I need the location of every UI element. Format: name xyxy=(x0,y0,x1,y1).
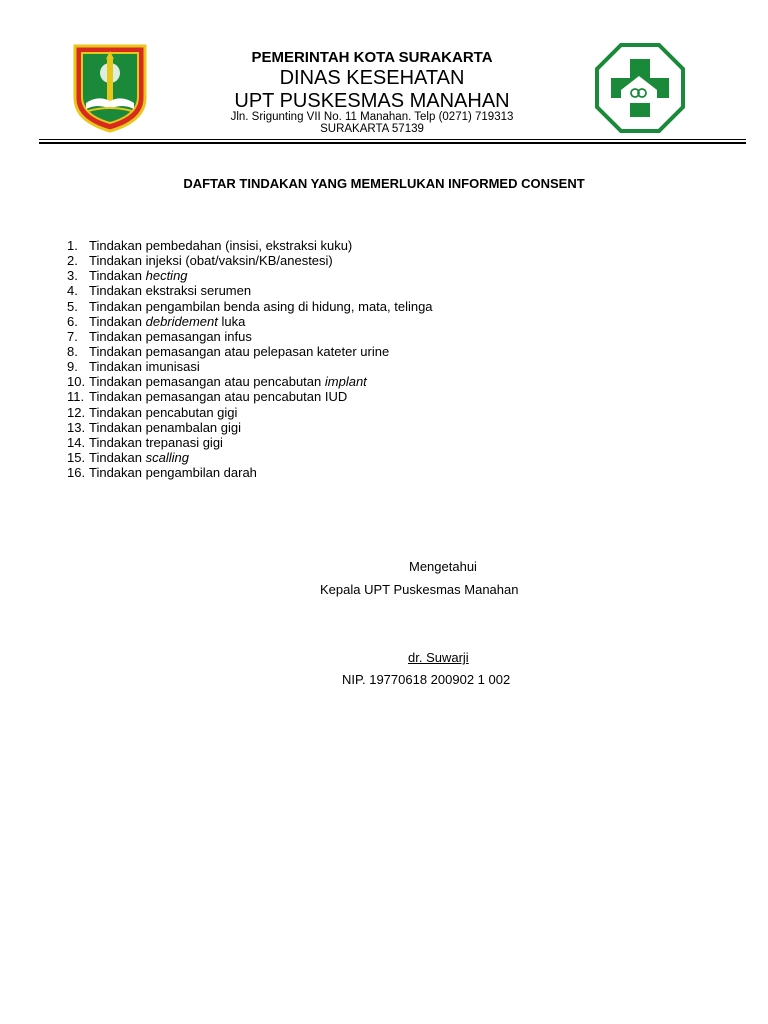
item-number: 11. xyxy=(67,389,85,405)
item-number: 3. xyxy=(67,268,78,284)
item-text: Tindakan pemasangan atau pencabutan IUD xyxy=(89,389,348,405)
list-item xyxy=(67,405,433,420)
item-number: 8. xyxy=(67,343,78,359)
item-number: 1. xyxy=(67,238,78,253)
item-text: Tindakan pengambilan darah xyxy=(89,465,257,481)
item-text-italic: hecting xyxy=(145,268,188,284)
surakarta-emblem-icon xyxy=(72,43,148,133)
item-number: 4. xyxy=(67,283,78,299)
list-item xyxy=(67,359,433,374)
list-item xyxy=(67,283,433,298)
item-number: 10. xyxy=(67,374,86,390)
list-item xyxy=(67,253,433,268)
item-text: Tindakan imunisasi xyxy=(89,359,200,375)
list-item xyxy=(67,238,433,253)
item-text: Tindakan pemasangan atau pelepasan kateter urine xyxy=(89,343,390,359)
list-item xyxy=(67,314,433,329)
list-item xyxy=(67,450,433,465)
item-number: 14. xyxy=(67,434,86,450)
agency-line: DINAS KESEHATAN xyxy=(279,67,465,89)
item-text: Tindakan xyxy=(89,268,146,284)
item-text: Tindakan xyxy=(89,449,146,465)
item-number: 7. xyxy=(67,328,78,344)
item-number: 2. xyxy=(67,253,78,269)
acknowledged-label: Mengetahui xyxy=(409,559,477,574)
item-number: 12. xyxy=(67,404,86,420)
item-text: Tindakan ekstraksi serumen xyxy=(89,283,252,299)
item-number: 5. xyxy=(67,298,78,314)
item-number: 16. xyxy=(67,465,86,481)
item-number: 15. xyxy=(67,449,86,465)
list-item xyxy=(67,344,433,359)
signatory-nip: NIP. 19770618 200902 1 002 xyxy=(342,672,511,687)
list-item xyxy=(67,374,433,389)
item-number: 13. xyxy=(67,419,86,435)
list-item xyxy=(67,465,433,480)
list-item xyxy=(67,435,433,450)
item-text-italic: debridement xyxy=(145,313,218,329)
item-text-italic: scalling xyxy=(145,449,189,465)
list-item xyxy=(67,420,433,435)
item-number: 6. xyxy=(67,313,78,329)
item-text-suffix: luka xyxy=(217,313,246,329)
address-line: Jln. Srigunting VII No. 11 Manahan. Telp (0271) 719313 xyxy=(230,111,514,123)
letterhead-divider-thick xyxy=(39,142,746,144)
item-text: Tindakan penambalan gigi xyxy=(89,419,242,435)
item-text: Tindakan injeksi (obat/vaksin/KB/anestesi) xyxy=(89,253,333,269)
document-title: DAFTAR TINDAKAN YANG MEMERLUKAN INFORMED CONSENT xyxy=(183,176,585,191)
list-item xyxy=(67,299,433,314)
list-item xyxy=(67,268,433,283)
item-text: Tindakan xyxy=(89,313,146,329)
city-line: SURAKARTA 57139 xyxy=(320,123,424,135)
procedure-list xyxy=(67,238,433,480)
item-number: 9. xyxy=(67,359,78,375)
item-text: Tindakan pemasangan atau pencabutan xyxy=(89,374,325,390)
list-item xyxy=(67,389,433,404)
list-item xyxy=(67,329,433,344)
item-text: Tindakan pembedahan (insisi, ekstraksi kuku) xyxy=(89,238,353,253)
institution-line: UPT PUSKESMAS MANAHAN xyxy=(234,90,510,112)
item-text: Tindakan pencabutan gigi xyxy=(89,404,238,420)
puskesmas-logo-icon xyxy=(595,43,685,133)
signatory-position: Kepala UPT Puskesmas Manahan xyxy=(320,582,519,597)
item-text: Tindakan trepanasi gigi xyxy=(89,434,223,450)
item-text-italic: implant xyxy=(324,374,367,390)
item-text: Tindakan pengambilan benda asing di hidung, mata, telinga xyxy=(89,298,433,314)
letterhead-divider-thin xyxy=(39,139,746,140)
government-line: PEMERINTAH KOTA SURAKARTA xyxy=(251,49,493,66)
signatory-name: dr. Suwarji xyxy=(408,650,469,665)
item-text: Tindakan pemasangan infus xyxy=(89,328,252,344)
